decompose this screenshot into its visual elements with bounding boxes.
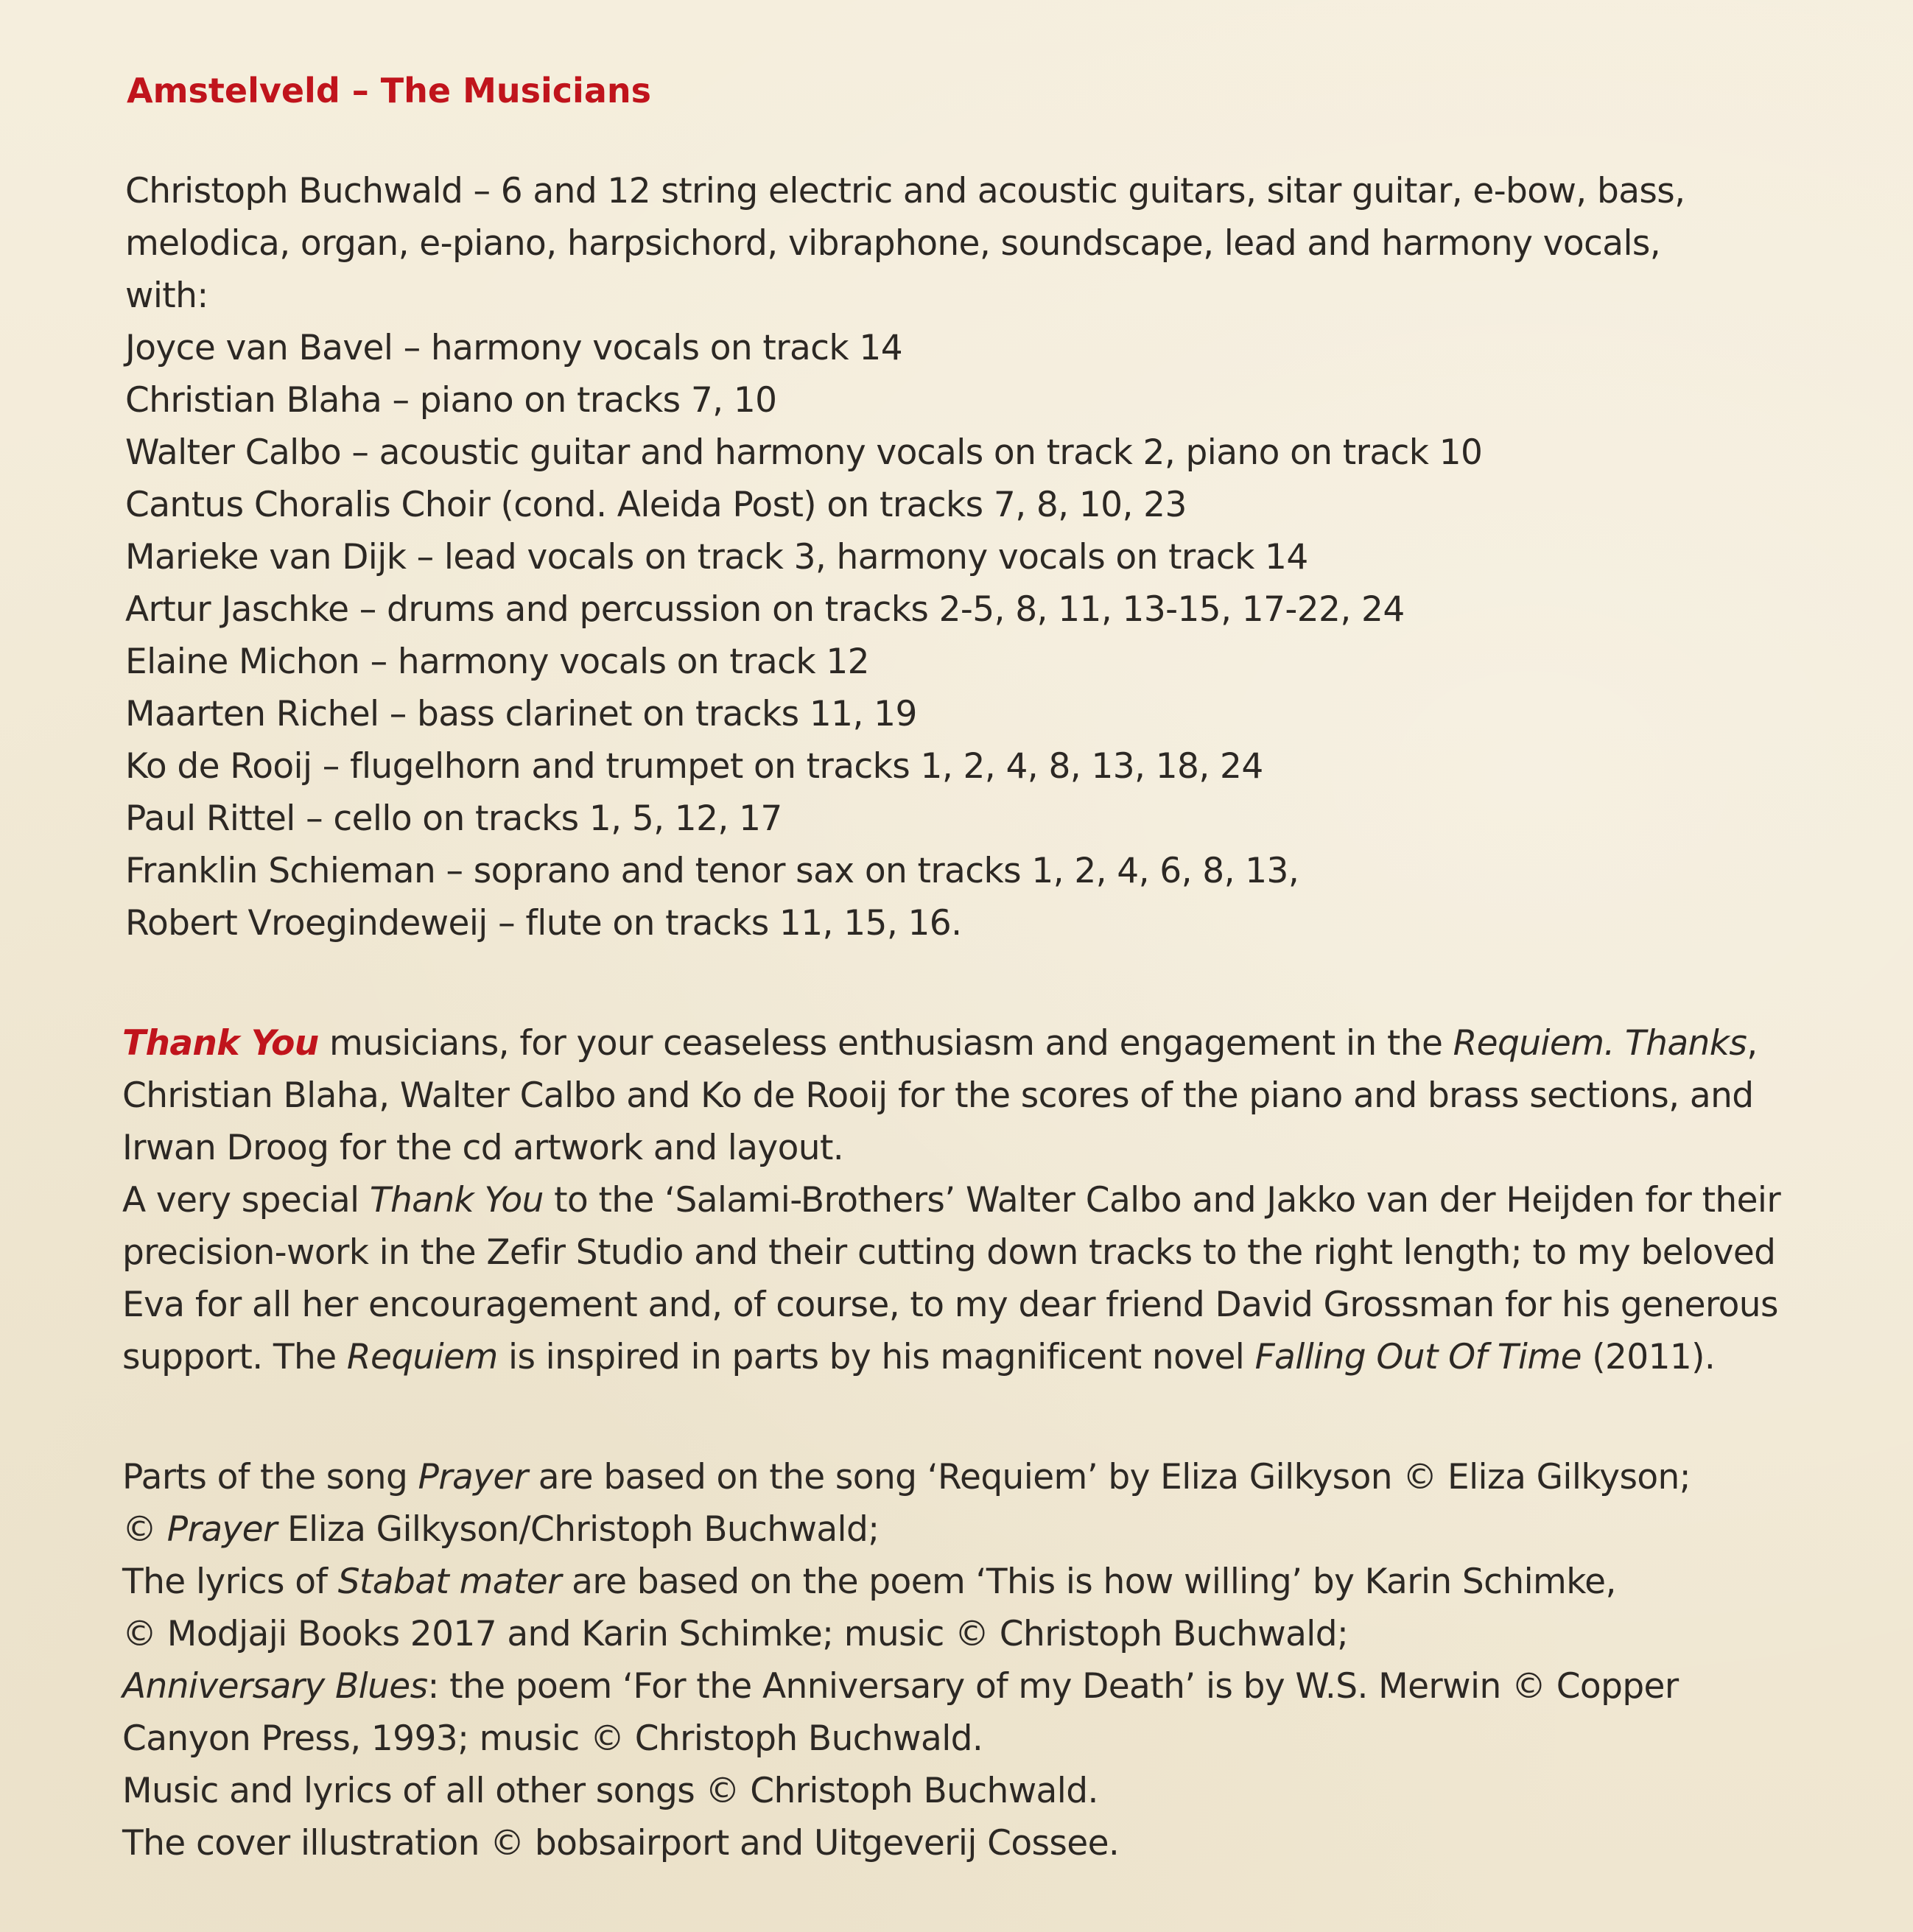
thanks-line: support. The Requiem is inspired in parts by his magnificent novel Falling Out Of Time (2011).: [122, 1337, 1716, 1377]
thanks-line: precision-work in the Zefir Studio and their cutting down tracks to the right length; to my beloved: [122, 1232, 1776, 1273]
thanks-line: Eva for all her encouragement and, of course, to my dear friend David Grossman for his generous: [122, 1285, 1778, 1325]
musician-line: Paul Rittel – cello on tracks 1, 5, 12, 17: [125, 798, 782, 839]
credit-line: Anniversary Blues: the poem ‘For the Anniversary of my Death’ is by W.S. Merwin © Copper: [122, 1666, 1679, 1707]
thanks-line: A very special Thank You to the ‘Salami-Brothers’ Walter Calbo and Jakko van der Heijden for their: [122, 1180, 1781, 1220]
credit-line: Parts of the song Prayer are based on the song ‘Requiem’ by Eliza Gilkyson © Eliza Gilkyson;: [122, 1457, 1691, 1497]
thank-you-paragraph: [122, 1017, 1846, 1383]
section-heading: Amstelveld – The Musicians: [127, 71, 651, 110]
musician-line: Robert Vroegindeweij – flute on tracks 11, 15, 16.: [125, 903, 962, 944]
credit-line: The cover illustration © bobsairport and Uitgeverij Cossee.: [122, 1823, 1120, 1863]
thank-you-highlight: Thank You: [122, 1023, 319, 1064]
musician-line: Maarten Richel – bass clarinet on tracks 11, 19: [125, 694, 917, 734]
musician-line: Walter Calbo – acoustic guitar and harmony vocals on track 2, piano on track 10: [125, 432, 1483, 473]
credit-line: © Prayer Eliza Gilkyson/Christoph Buchwald;: [122, 1509, 880, 1550]
thanks-line: Thank You musicians, for your ceaseless enthusiasm and engagement in the Requiem. Thanks,: [122, 1023, 1758, 1064]
musicians-list: [125, 165, 1846, 949]
credit-line: The lyrics of Stabat mater are based on the poem ‘This is how willing’ by Karin Schimke,: [122, 1562, 1616, 1602]
credit-line: © Modjaji Books 2017 and Karin Schimke; music © Christoph Buchwald;: [122, 1614, 1349, 1654]
credit-line: Canyon Press, 1993; music © Christoph Buchwald.: [122, 1718, 983, 1759]
musician-line: melodica, organ, e-piano, harpsichord, vibraphone, soundscape, lead and harmony vocals,: [125, 223, 1661, 264]
copyright-credits: [122, 1451, 1846, 1869]
musician-line: with:: [125, 275, 208, 316]
musician-line: Cantus Choralis Choir (cond. Aleida Post) on tracks 7, 8, 10, 23: [125, 485, 1187, 525]
musician-line: Christoph Buchwald – 6 and 12 string electric and acoustic guitars, sitar guitar, e-bow, bass,: [125, 171, 1685, 211]
musician-line: Joyce van Bavel – harmony vocals on track 14: [125, 328, 902, 368]
musician-line: Ko de Rooij – flugelhorn and trumpet on tracks 1, 2, 4, 8, 13, 18, 24: [125, 746, 1263, 787]
musician-line: Elaine Michon – harmony vocals on track 12: [125, 642, 869, 682]
credit-line: Music and lyrics of all other songs © Christoph Buchwald.: [122, 1771, 1098, 1811]
musician-line: Christian Blaha – piano on tracks 7, 10: [125, 380, 777, 421]
page-content: [122, 65, 1846, 1869]
thanks-line: Christian Blaha, Walter Calbo and Ko de Rooij for the scores of the piano and brass sections, and: [122, 1075, 1754, 1116]
thanks-line: Irwan Droog for the cd artwork and layout.: [122, 1128, 844, 1168]
musician-line: Franklin Schieman – soprano and tenor sax on tracks 1, 2, 4, 6, 8, 13,: [125, 851, 1299, 891]
musician-line: Marieke van Dijk – lead vocals on track 3, harmony vocals on track 14: [125, 537, 1308, 577]
musician-line: Artur Jaschke – drums and percussion on tracks 2-5, 8, 11, 13-15, 17-22, 24: [125, 589, 1405, 630]
